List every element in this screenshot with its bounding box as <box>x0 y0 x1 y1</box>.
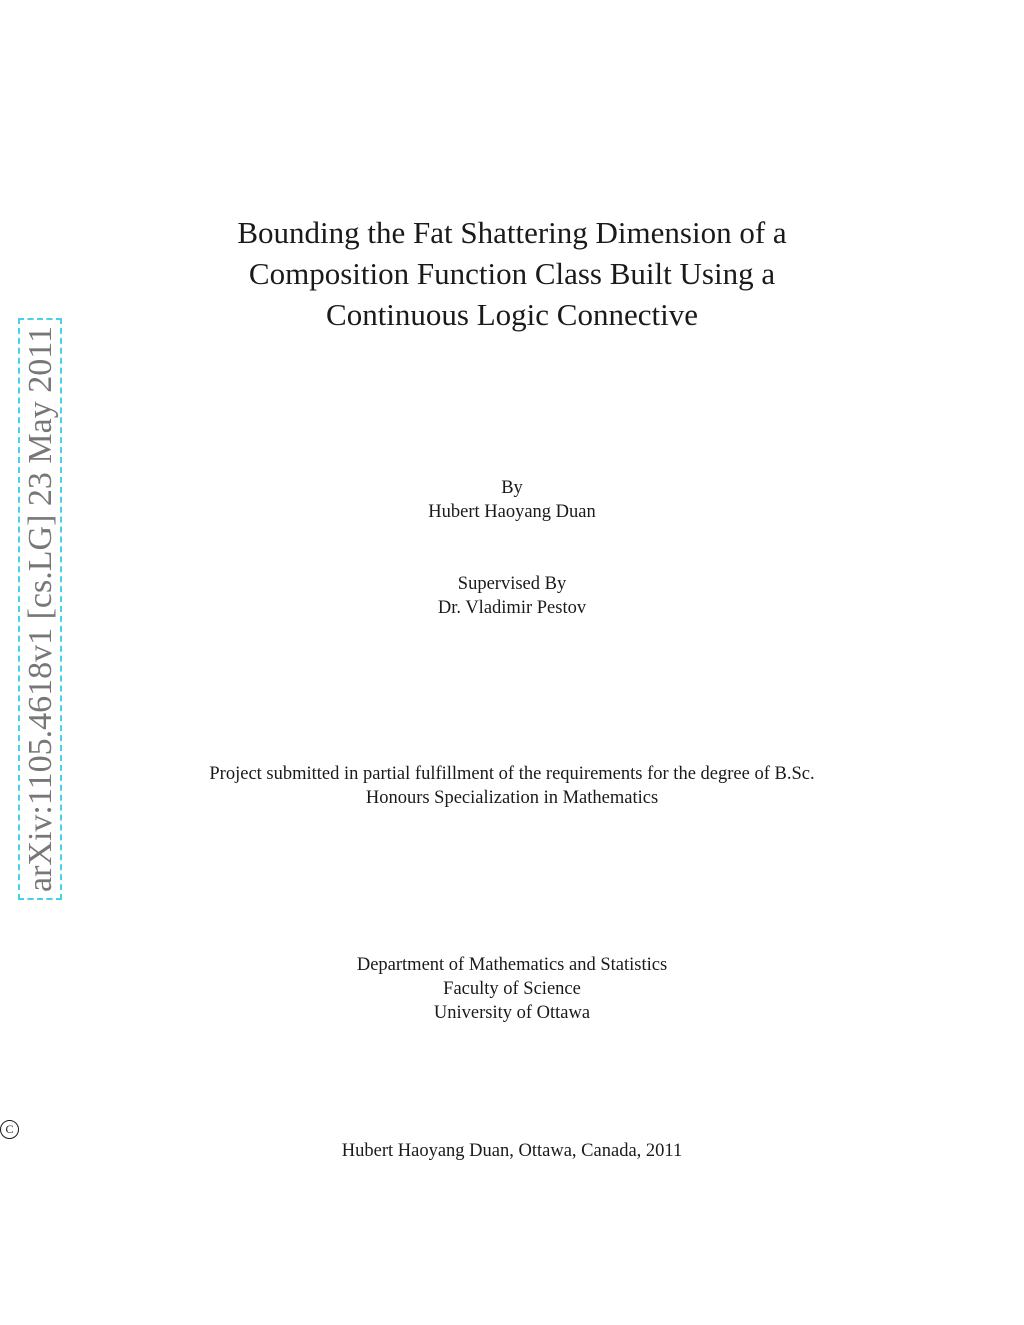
document-title <box>0 212 1024 335</box>
author-name: Hubert Haoyang Duan <box>428 502 596 522</box>
supervisor-block <box>0 572 1024 620</box>
project-statement <box>0 762 1024 810</box>
department-name: Department of Mathematics and Statistics <box>356 955 668 975</box>
author-block <box>0 476 1024 524</box>
affiliation-block <box>0 953 1024 1025</box>
title-line-3: Continuous Logic Connective <box>326 297 698 332</box>
supervisor-name: Dr. Vladimir Pestov <box>437 598 587 618</box>
copyright-icon: C <box>0 1120 19 1139</box>
supervised-by-label: Supervised By <box>457 574 567 594</box>
title-line-2: Composition Function Class Built Using a <box>248 256 776 291</box>
copyright-line <box>0 1120 1024 1163</box>
project-line-1: Project submitted in partial fulfillment of the requirements for the degree of B.Sc. <box>209 764 815 784</box>
faculty-name: Faculty of Science <box>443 979 581 999</box>
by-label: By <box>501 478 523 498</box>
copyright-text: Hubert Haoyang Duan, Ottawa, Canada, 2011 <box>341 1141 683 1161</box>
title-line-1: Bounding the Fat Shattering Dimension of a <box>237 215 787 250</box>
project-line-2: Honours Specialization in Mathematics <box>365 788 659 808</box>
arxiv-stamp-text[interactable]: arXiv:1105.4618v1 [cs.LG] 23 May 2011 <box>22 326 59 892</box>
university-name: University of Ottawa <box>433 1003 591 1023</box>
